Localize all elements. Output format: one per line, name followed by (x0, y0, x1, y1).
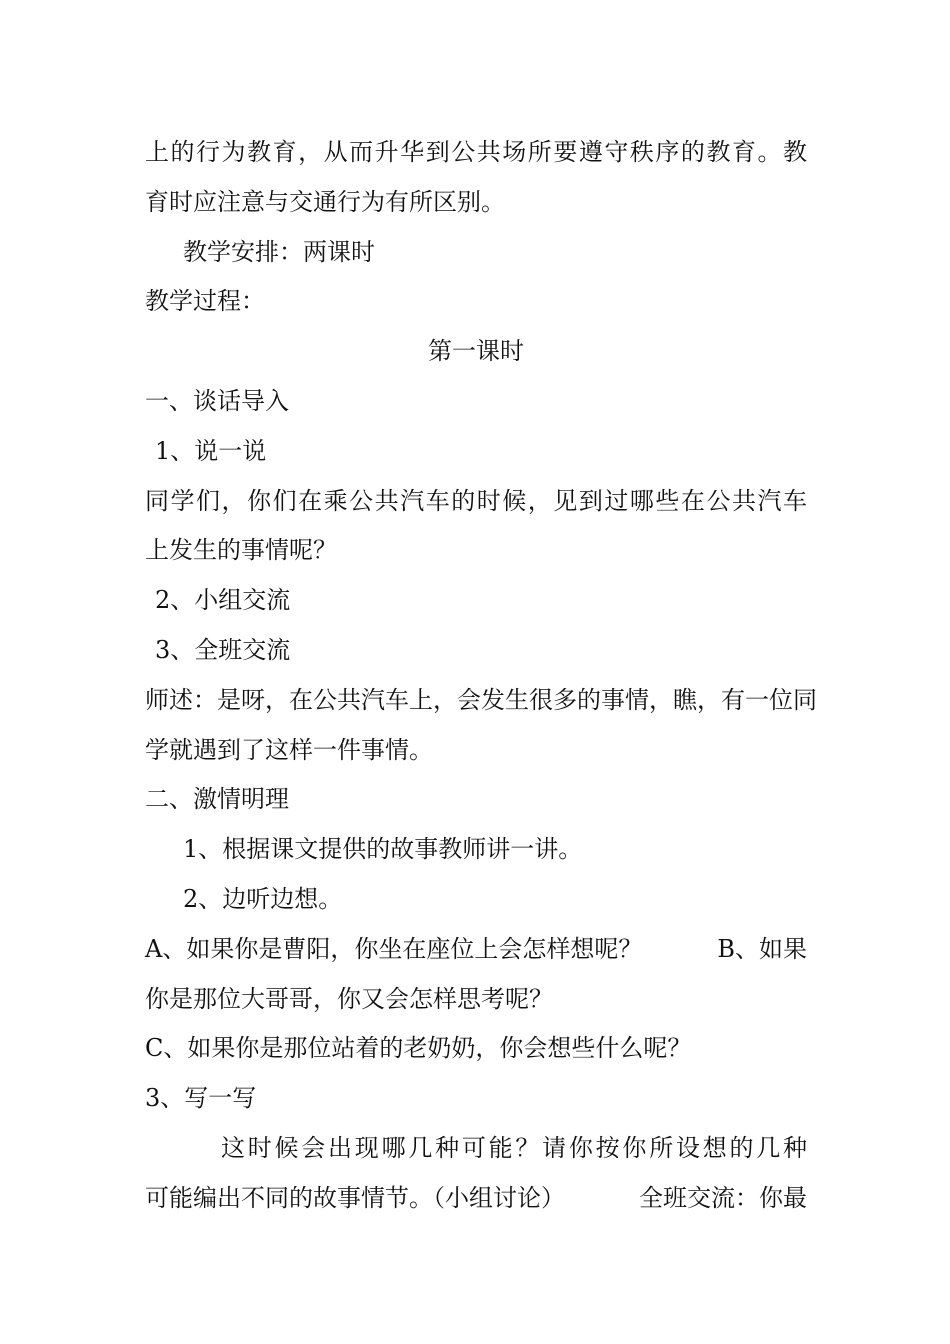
question-a: A、如果你是曹阳，你坐在座位上会怎样想呢？ (145, 934, 643, 963)
paragraph-line (145, 925, 807, 975)
paragraph-line (145, 1174, 807, 1224)
paragraph-line: 教学过程： (145, 287, 265, 316)
list-item: 3、写一写 (145, 1084, 257, 1113)
paragraph-line: 上的行为教育，从而升华到公共场所要遵守秩序的教育。教 (145, 138, 807, 166)
section-heading: 一、谈话导入 (145, 386, 289, 415)
list-item: 1、根据课文提供的故事教师讲一讲。 (183, 835, 583, 864)
group-discussion: 可能编出不同的故事情节。（小组讨论） (145, 1183, 565, 1212)
list-item: 2、小组交流 (155, 586, 291, 615)
list-item: 2、边听边想。 (183, 884, 343, 913)
section-heading: 二、激情明理 (145, 785, 289, 814)
paragraph-line: 教学安排：两课时 (183, 237, 375, 266)
question-c: C、如果你是那位站着的老奶奶，你会想些什么呢？ (145, 1034, 692, 1063)
paragraph-line: 同学们，你们在乘公共汽车的时候，见到过哪些在公共汽车 (145, 486, 807, 515)
paragraph-line: 这时候会出现哪几种可能？请你按你所设想的几种 (221, 1133, 807, 1162)
question-b-start: B、如果 (717, 934, 807, 963)
paragraph-line: 你是那位大哥哥，你又会怎样思考呢？ (145, 984, 553, 1013)
paragraph-line: 上发生的事情呢？ (145, 536, 337, 565)
paragraph-line: 育时应注意与交通行为有所区别。 (145, 187, 505, 216)
class-exchange: 全班交流：你最 (639, 1183, 807, 1212)
section-heading: 第一课时 (428, 337, 524, 366)
paragraph-line: 学就遇到了这样一件事情。 (145, 735, 433, 764)
document-body (145, 128, 817, 1224)
list-item: 1、说一说 (155, 436, 267, 465)
paragraph-line: 师述：是呀，在公共汽车上，会发生很多的事情，瞧，有一位同 (145, 685, 817, 714)
list-item: 3、全班交流 (155, 635, 291, 664)
